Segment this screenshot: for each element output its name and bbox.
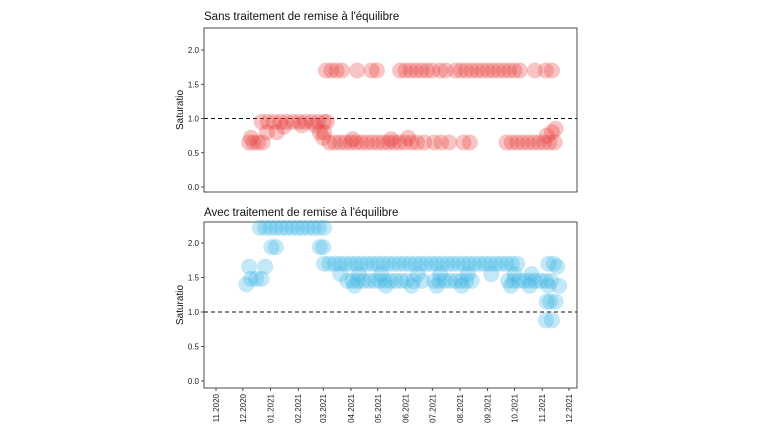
data-point [548,121,564,137]
data-point [549,259,565,275]
panel-bottom [175,207,577,423]
data-point [243,130,259,146]
data-point [334,63,350,79]
data-point [548,294,564,310]
y-tick-label: 1.0 [187,114,199,124]
y-tick-labels [188,239,204,386]
x-tick-label: 09.2021 [483,394,493,423]
x-tick-label: 05.2021 [373,394,383,423]
data-point [454,278,470,294]
data-point [316,220,332,236]
data-point [512,63,528,79]
data-point [257,259,273,275]
y-tick-label: 0.0 [187,183,199,192]
data-point [544,312,560,328]
data-point [241,259,257,275]
x-tick-label: 01.2021 [266,394,276,423]
data-point [315,239,331,255]
data-point [483,266,499,282]
data-point [551,278,567,294]
panel-top [175,11,577,192]
x-tick-label: 11.2020 [212,394,221,423]
data-point [503,278,519,294]
x-tick-label: 10.2021 [510,394,520,423]
plot-frame [204,222,577,388]
plot-frame [204,28,577,192]
data-point [522,278,538,294]
data-point [383,131,399,147]
data-points [241,63,563,151]
y-tick-label: 1.5 [187,80,199,90]
y-tick-label: 1.5 [187,273,199,283]
data-point [400,130,416,146]
x-tick-label: 04.2021 [346,394,356,423]
y-tick-label: 2.0 [187,239,199,248]
panel-title: Avec traitement de remise à l'équilibre [204,207,399,219]
panel-title: Sans traitement de remise à l'équilibre [204,11,400,23]
data-point [349,63,365,79]
x-tick-label: 03.2021 [319,394,329,423]
y-axis-label: Saturatio [175,89,186,131]
data-point [404,278,420,294]
y-tick-label: 2.0 [187,46,199,55]
data-point [429,278,445,294]
x-tick-label: 02.2021 [294,394,304,423]
x-tick-label: 06.2021 [401,394,411,423]
y-tick-labels [188,46,204,192]
y-tick-label: 0.5 [187,342,199,352]
data-point [369,63,385,79]
data-point [462,135,478,151]
x-tick-label: 12.2020 [238,394,248,423]
y-tick-label: 0.0 [187,377,199,386]
y-tick-label: 0.5 [187,148,199,158]
data-point [345,131,361,147]
x-tick-labels [212,388,574,423]
data-point [268,239,284,255]
y-tick-label: 1.0 [187,308,199,317]
data-point [378,278,394,294]
data-point [347,278,363,294]
data-point [441,135,457,151]
y-axis-label: Saturatio [175,284,186,326]
data-point [276,119,292,135]
x-tick-label: 12.2021 [565,394,574,423]
x-tick-label: 11.2021 [538,394,548,423]
data-point [544,63,560,79]
x-tick-label: 07.2021 [428,394,438,423]
x-tick-label: 08.2021 [456,394,465,423]
